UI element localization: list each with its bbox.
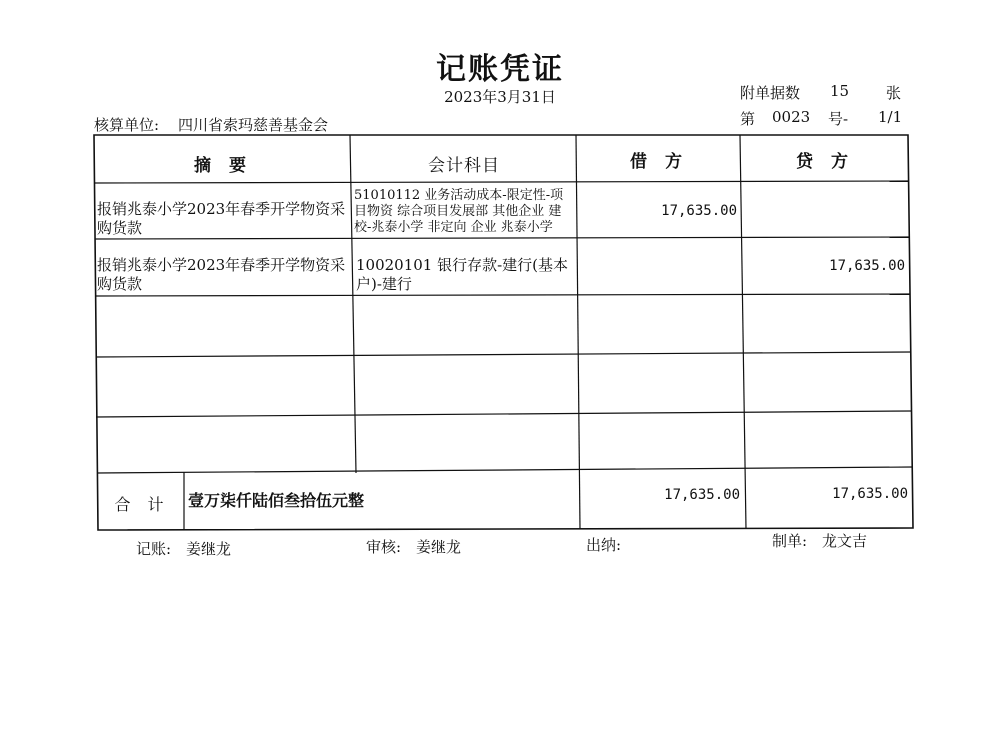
header-summary: 摘 要 xyxy=(194,156,252,176)
voucher-no: 0023 xyxy=(772,108,811,126)
header-debit: 借 方 xyxy=(630,152,688,172)
row-1-summary: 报销兆泰小学2023年春季开学物资采购货款 xyxy=(97,200,346,237)
attachments-unit: 张 xyxy=(886,84,902,102)
row-1-debit: 17,635.00 xyxy=(661,203,737,219)
voucher-date: 2023年3月31日 xyxy=(444,88,556,106)
attachments-label: 附单据数 xyxy=(740,84,801,102)
total-label: 合 计 xyxy=(114,495,170,514)
unit-name: 四川省索玛慈善基金会 xyxy=(178,116,329,134)
preparer-name: 龙文吉 xyxy=(822,532,868,550)
total-credit: 17,635.00 xyxy=(832,486,908,502)
attachments-count: 15 xyxy=(830,82,850,100)
row-2-account: 10020101 银行存款-建行(基本户)-建行 xyxy=(356,256,569,293)
header-credit: 贷 方 xyxy=(796,152,854,172)
row-2-summary: 报销兆泰小学2023年春季开学物资采购货款 xyxy=(97,256,346,293)
preparer-label: 制单: xyxy=(772,532,808,550)
unit-label: 核算单位: xyxy=(94,116,160,134)
bookkeeper-name: 姜继龙 xyxy=(186,540,232,558)
reviewer-name: 姜继龙 xyxy=(416,538,462,556)
cashier-label: 出纳: xyxy=(586,536,622,554)
row-2-credit: 17,635.00 xyxy=(829,258,905,274)
header-account: 会计科目 xyxy=(428,156,500,176)
voucher-title: 记账凭证 xyxy=(436,52,564,87)
voucher-no-suffix: 号- xyxy=(828,110,849,128)
reviewer-label: 审核: xyxy=(366,538,402,556)
total-amount-words: 壹万柒仟陆佰叁拾伍元整 xyxy=(188,491,365,510)
bookkeeper-label: 记账: xyxy=(136,540,172,558)
total-debit: 17,635.00 xyxy=(664,487,740,503)
voucher-no-prefix: 第 xyxy=(740,110,756,128)
row-1-account: 51010112 业务活动成本-限定性-项目物资 综合项目发展部 其他企业 建校-兆泰小学 非定向 企业 兆泰小学 xyxy=(354,188,564,235)
voucher-page: 1/1 xyxy=(878,108,903,126)
